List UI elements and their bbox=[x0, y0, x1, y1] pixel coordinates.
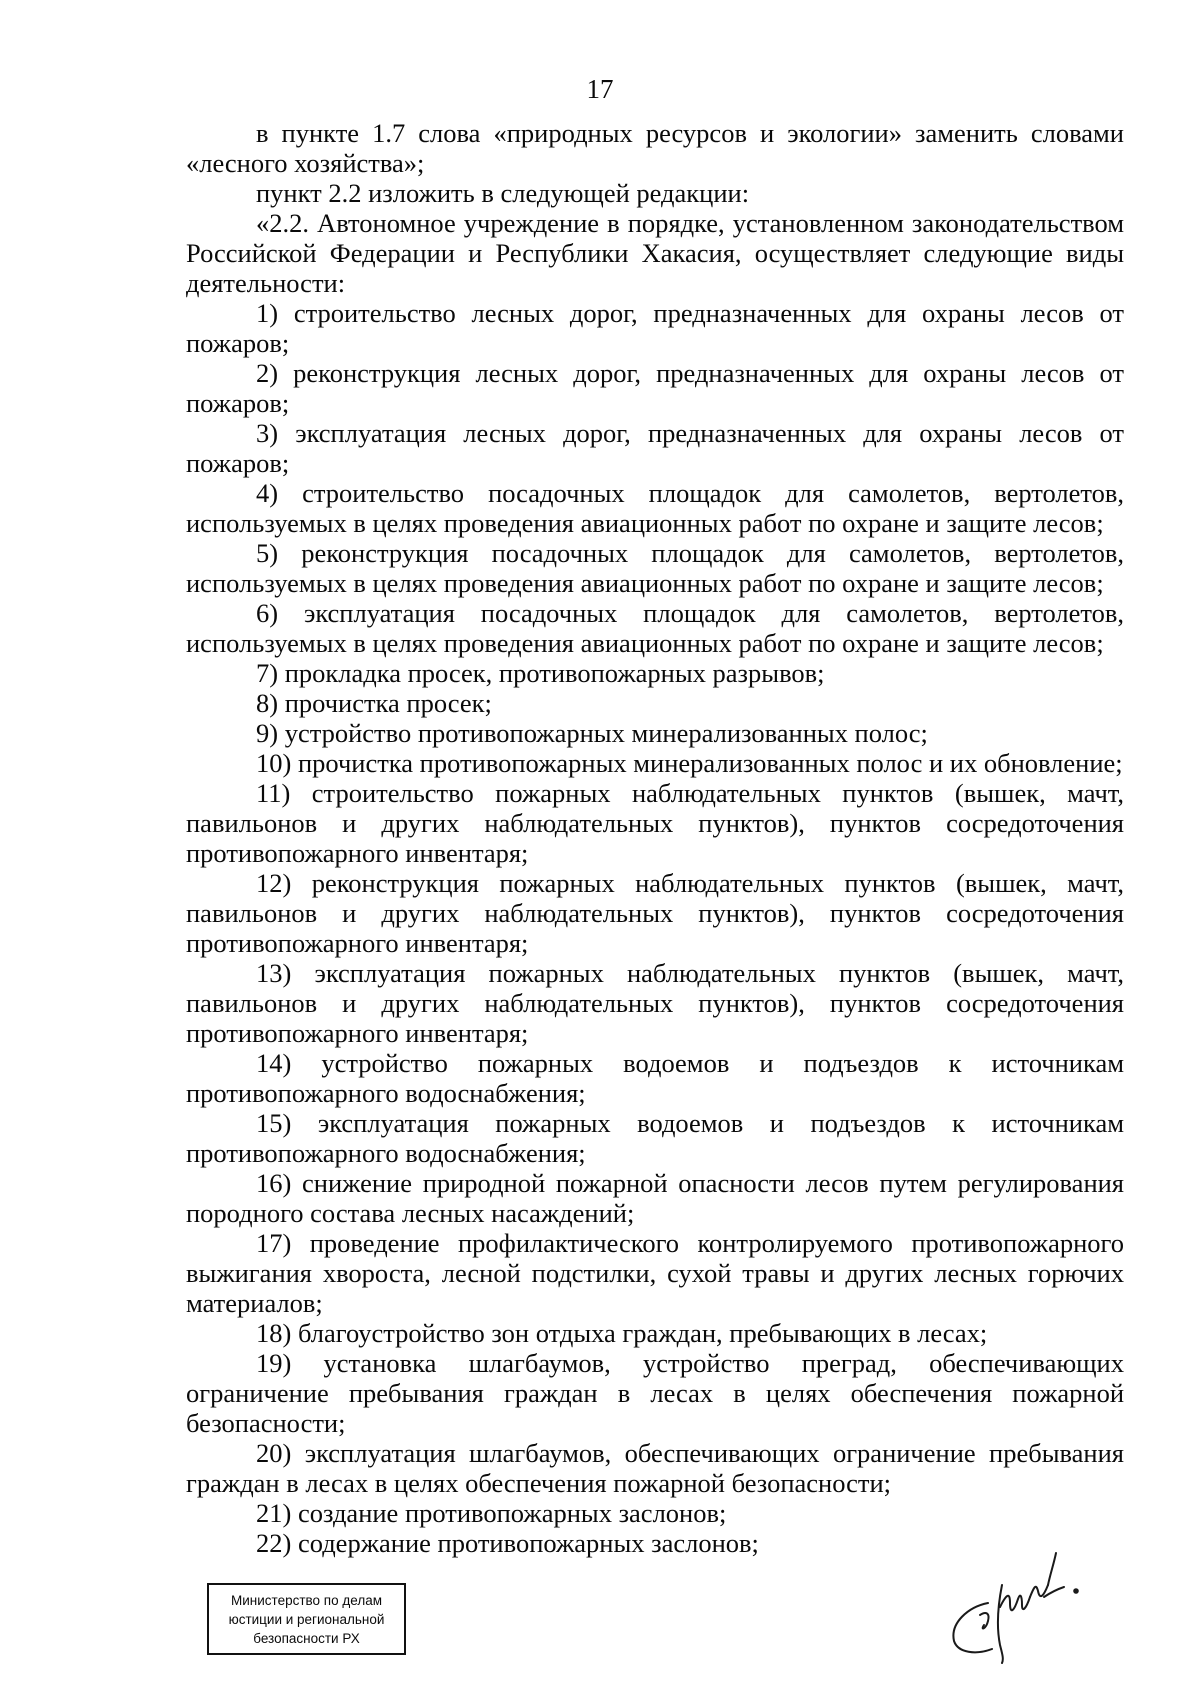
list-item-17: 17) проведение профилактического контролируемого противопожарного выжигания хвороста, лесной подстилки, сухой травы и других лесных горючих материалов; bbox=[186, 1228, 1124, 1318]
list-item-14: 14) устройство пожарных водоемов и подъездов к источникам противопожарного водоснабжения; bbox=[186, 1048, 1124, 1108]
list-item-15: 15) эксплуатация пожарных водоемов и подъездов к источникам противопожарного водоснабжения; bbox=[186, 1108, 1124, 1168]
list-item-11: 11) строительство пожарных наблюдательных пунктов (вышек, мачт, павильонов и других наблюдательных пунктов), пунктов сосредоточения противопожарного инвентаря; bbox=[186, 778, 1124, 868]
document-body bbox=[186, 118, 1124, 1558]
list-item-19: 19) установка шлагбаумов, устройство преград, обеспечивающих ограничение пребывания граждан в лесах в целях обеспечения пожарной безопасности; bbox=[186, 1348, 1124, 1438]
ministry-stamp bbox=[207, 1583, 406, 1655]
list-item-4: 4) строительство посадочных площадок для самолетов, вертолетов, используемых в целях проведения авиационных работ по охране и защите лесов; bbox=[186, 478, 1124, 538]
list-item-2: 2) реконструкция лесных дорог, предназначенных для охраны лесов от пожаров; bbox=[186, 358, 1124, 418]
paragraph-1: в пункте 1.7 слова «природных ресурсов и экологии» заменить словами «лесного хозяйства»; bbox=[186, 118, 1124, 178]
paragraph-3: «2.2. Автономное учреждение в порядке, установленном законодательством Российской Федерации и Республики Хакасия, осуществляет следующие виды деятельности: bbox=[186, 208, 1124, 298]
list-item-20: 20) эксплуатация шлагбаумов, обеспечивающих ограничение пребывания граждан в лесах в целях обеспечения пожарной безопасности; bbox=[186, 1438, 1124, 1498]
list-item-5: 5) реконструкция посадочных площадок для самолетов, вертолетов, используемых в целях проведения авиационных работ по охране и защите лесов; bbox=[186, 538, 1124, 598]
list-item-10: 10) прочистка противопожарных минерализованных полос и их обновление; bbox=[256, 748, 1123, 778]
list-item-22: 22) содержание противопожарных заслонов; bbox=[256, 1528, 759, 1558]
paragraph-2: пункт 2.2 изложить в следующей редакции: bbox=[256, 178, 750, 208]
stamp-line-1: Министерство по делам bbox=[231, 1593, 382, 1608]
list-item-21: 21) создание противопожарных заслонов; bbox=[256, 1498, 727, 1528]
list-item-9: 9) устройство противопожарных минерализованных полос; bbox=[256, 718, 928, 748]
list-item-16: 16) снижение природной пожарной опасности лесов путем регулирования породного состава лесных насаждений; bbox=[186, 1168, 1124, 1228]
stamp-line-3: безопасности РХ bbox=[253, 1631, 360, 1646]
list-item-13: 13) эксплуатация пожарных наблюдательных пунктов (вышек, мачт, павильонов и других наблюдательных пунктов), пунктов сосредоточения противопожарного инвентаря; bbox=[186, 958, 1124, 1048]
list-item-3: 3) эксплуатация лесных дорог, предназначенных для охраны лесов от пожаров; bbox=[186, 418, 1124, 478]
page-number: 17 bbox=[586, 74, 614, 104]
stamp-line-2: юстиции и региональной bbox=[228, 1612, 385, 1627]
list-item-12: 12) реконструкция пожарных наблюдательных пунктов (вышек, мачт, павильонов и других наблюдательных пунктов), пунктов сосредоточения противопожарного инвентаря; bbox=[186, 868, 1124, 958]
list-item-6: 6) эксплуатация посадочных площадок для самолетов, вертолетов, используемых в целях проведения авиационных работ по охране и защите лесов; bbox=[186, 598, 1124, 658]
list-item-1: 1) строительство лесных дорог, предназначенных для охраны лесов от пожаров; bbox=[186, 298, 1124, 358]
list-item-18: 18) благоустройство зон отдыха граждан, пребывающих в лесах; bbox=[256, 1318, 988, 1348]
signature-icon bbox=[940, 1545, 1110, 1665]
list-item-7: 7) прокладка просек, противопожарных разрывов; bbox=[256, 658, 825, 688]
list-item-8: 8) прочистка просек; bbox=[256, 688, 492, 718]
